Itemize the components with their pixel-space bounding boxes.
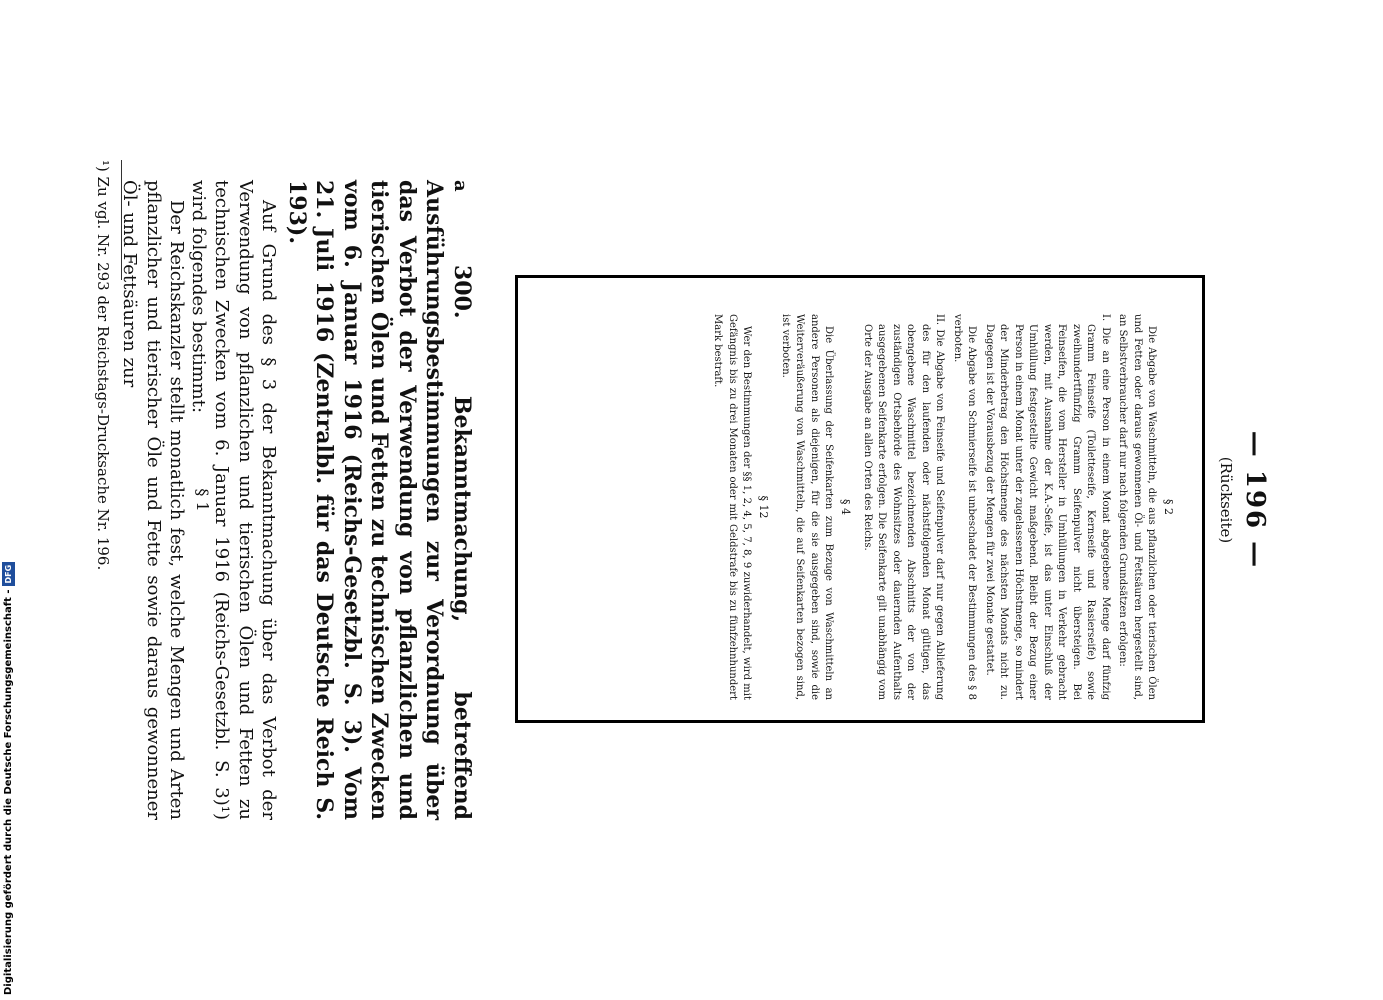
dfg-credit-text: Digitalisierung gefördert durch die Deutsche Forschungsgemeinschaft - bbox=[3, 589, 14, 995]
section-4-title: § 4 bbox=[839, 499, 853, 515]
dfg-logo-icon: DFG bbox=[2, 562, 15, 587]
section-4-text: Die Überlassung der Seifenkarten zum Bezuge von Waschmitteln an andere Personen als diejenigen, für die sie ausgegeben sind, sowie die Weiterveräußerung von Waschmitteln, die auf Seifenkarten bezogen sind, ist verboten. bbox=[779, 314, 835, 700]
document-intro: Auf Grund des § 3 der Bekanntmachung über das Verbot der Verwendung von pflanzlichen und tierischen Ölen und Fetten zu technischen Zwecken vom 6. Januar 1916 (Reichs-Gesetzbl. S. 3)¹) wird folgendes bestimmt: bbox=[187, 180, 279, 820]
page-side-label: (Rückseite) bbox=[1217, 456, 1235, 544]
article-1-title: § 1 bbox=[193, 488, 212, 512]
boxed-regulation-excerpt bbox=[515, 275, 1205, 723]
dfg-credit bbox=[2, 562, 15, 995]
rotated-page bbox=[20, 0, 1280, 1000]
section-2-item-2: II. Die Abgabe von Feinseife und Seifenpulver darf nur gegen Ablieferung des für den laufenden oder nächstfolgenden Monat gültigen, das obengebene Waschmittel bezeichnenden Abschnitts der von der zuständigen Ortsbehörde des Wohnsitzes oder dauernden Aufenthalts ausgegebenen Seifenkarte erfolgen. Die Seifenkarte gilt unabhängig vom Orte der Ausgabe an allen Orten des Reichs. bbox=[861, 314, 946, 700]
section-2-item-1b: Die Abgabe von Schmierseife ist unbeschadet der Bestimmungen des § 8 verboten. bbox=[951, 314, 978, 700]
document-number: 300. bbox=[449, 265, 475, 319]
section-12-title: § 12 bbox=[757, 495, 771, 519]
article-1-text: Der Reichskanzler stellt monatlich fest, welche Mengen und Arten pflanzlicher und tierischer Öle und Fette sowie daraus gewonnener Öl- und Fettsäuren zur bbox=[119, 180, 187, 820]
section-12-text: Wer den Bestimmungen der §§ 1, 2, 4, 5, 7, 8, 9 zuwiderhandelt, wird mit Gefängnis bis zu drei Monaten oder mit Geldstrafe bis zu fünfzehnhundert Mark bestraft. bbox=[712, 314, 753, 700]
section-2-title: § 2 bbox=[1162, 499, 1175, 515]
footnote: ¹) Zu vgl. Nr. 293 der Reichstags-Drucksache Nr. 196. bbox=[94, 160, 112, 571]
section-2-intro: Die Abgabe von Waschmitteln, die aus pflanzlichen oder tierischen Ölen und Fetten oder daraus gewonnenen Öl- und Fettsäuren hergestellt sind, an Selbstverbraucher darf nur nach folgenden Grundsätzen erfolgen: bbox=[1117, 314, 1158, 700]
footnote-rule bbox=[121, 160, 122, 280]
document-prefix: a bbox=[450, 180, 471, 192]
section-2-item-1: I. Die an eine Person in einem Monat abgegebene Menge darf fünfzig Gramm Feinseife (Toiletteseife, Kernseife und Rasierseife) sowie zweihundertfünfzig Gramm Seifenpulver nicht übersteigen. Bei Feinseifen, die vom Hersteller in Umhüllungen in Verkehr gebracht werden, mit Ausnahme der K.A.-Seife, ist das unter Einschluß der Umhüllung festgestellte Gewicht maßgebend. Bleibt der Bezug einer Person in einem Monat unter der zugelassenen Höchstmenge, so mindert der Minderbetrag den Höchstmenge des nächsten Monats nicht zu. Dagegen ist der Vorausbezug der Mengen für zwei Monate gestattet. bbox=[983, 314, 1111, 700]
document-title: Bekanntmachung, betreffend Ausführungsbestimmungen zur Verordnung über das Verbot der Verwendung von pflanzlichen und tierischen Ölen und Fetten zu technischen Zwecken vom 6. Januar 1916 (Reichs-Gesetzbl. S. 3). Vom 21. Juli 1916 (Zentralbl. für das Deutsche Reich S. 193). bbox=[284, 180, 475, 820]
page-number: — 196 — bbox=[1240, 430, 1270, 570]
document-heading bbox=[283, 180, 476, 820]
